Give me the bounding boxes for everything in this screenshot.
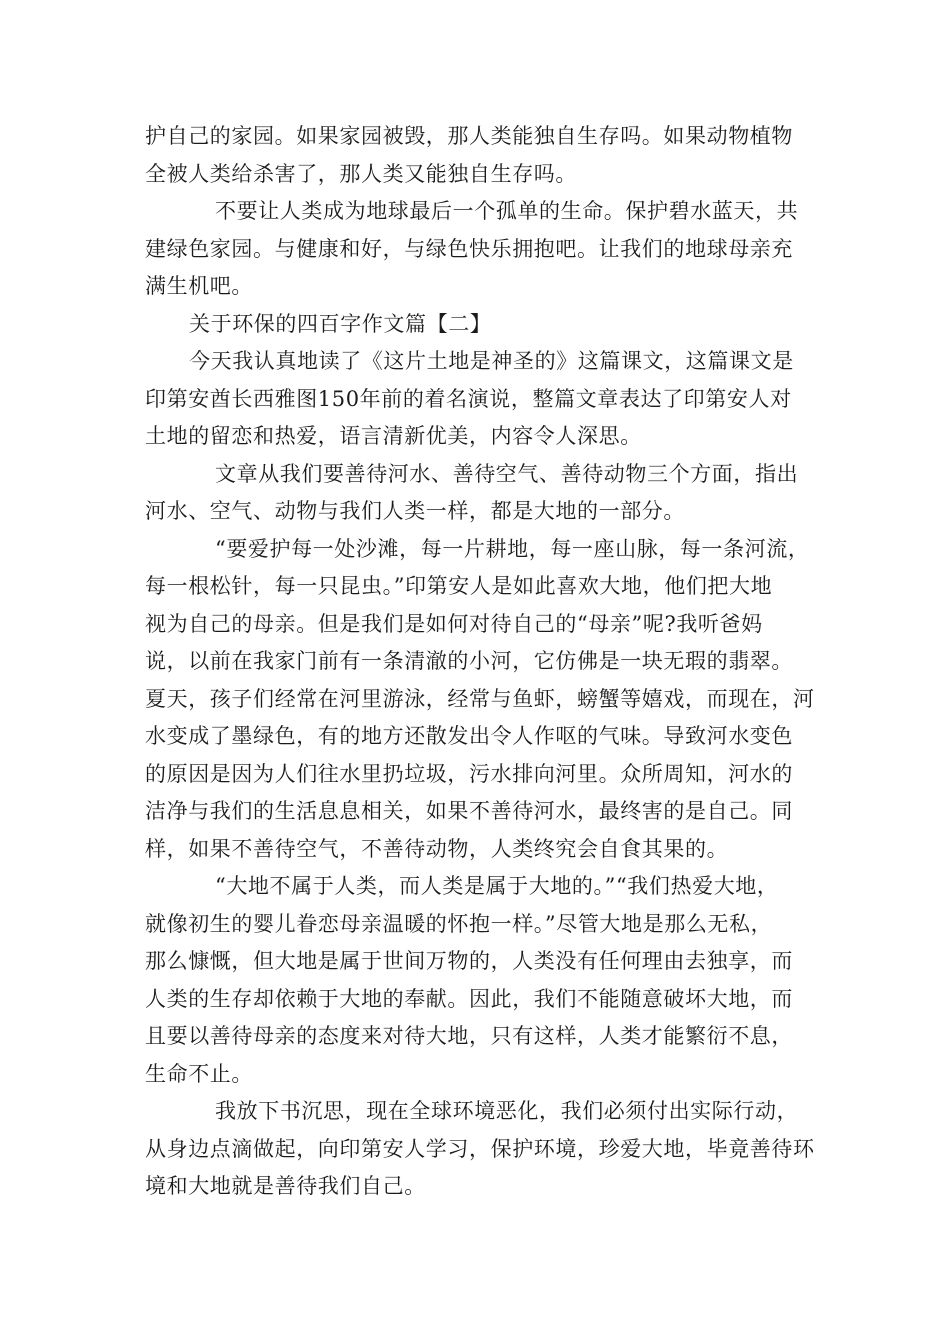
paragraph-start-line: 我放下书沉思，现在全球环境恶化，我们必须付出实际行动，: [215, 1099, 799, 1123]
text-line: 水变成了墨绿色，有的地方还散发出令人作呕的气味。导致河水变色: [145, 724, 793, 748]
text-line: 就像初生的婴儿眷恋母亲温暖的怀抱一样。”尽管大地是那么无私，: [145, 911, 773, 936]
paragraph-start-line: 今天我认真地读了《这片土地是神圣的》这篇课文，这篇课文是: [189, 349, 794, 373]
text-line: 从身边点滴做起，向印第安人学习，保护环境，珍爱大地，毕竟善待环: [145, 1136, 815, 1161]
text-line: 河水、空气、动物与我们人类一样，都是大地的一部分。: [145, 499, 685, 523]
text-line: 生命不止。: [145, 1061, 253, 1086]
text-line: 夏天，孩子们经常在河里游泳，经常与鱼虾，螃蟹等嬉戏，而现在，河: [145, 686, 815, 711]
text-line: 说，以前在我家门前有一条清澈的小河，它仿佛是一块无瑕的翡翠。: [145, 649, 793, 673]
text-line: 视为自己的母亲。但是我们是如何对待自己的“母亲”呢?我听爸妈: [145, 611, 763, 636]
text-line: 那么慷慨，但大地是属于世间万物的，人类没有任何理由去独享，而: [145, 949, 793, 973]
text-line: 样，如果不善待空气，不善待动物，人类终究会自食其果的。: [145, 836, 729, 861]
text-line: 每一根松针，每一只昆虫。”印第安人是如此喜欢大地，他们把大地: [145, 574, 773, 598]
text-line: 建绿色家园。与健康和好，与绿色快乐拥抱吧。让我们的地球母亲充: [145, 236, 793, 261]
text-line: 满生机吧。: [145, 274, 253, 298]
text-line: 印第安酋长西雅图150年前的着名演说，整篇文章表达了印第安人对: [145, 386, 792, 411]
paragraph-start-line: 不要让人类成为地球最后一个孤单的生命。保护碧水蓝天，共: [215, 199, 799, 223]
text-line: 土地的留恋和热爱，语言清新优美，内容令人深思。: [145, 424, 642, 448]
paragraph-start-line: “大地不属于人类，而人类是属于大地的。”“我们热爱大地，: [215, 874, 779, 898]
text-line: 全被人类给杀害了，那人类又能独自生存吗。: [145, 161, 577, 186]
paragraph-start-line: “要爱护每一处沙滩，每一片耕地，每一座山脉，每一条河流，: [215, 536, 810, 561]
text-line: 人类的生存却依赖于大地的奉献。因此，我们不能随意破坏大地，而: [145, 986, 793, 1011]
text-line: 洁净与我们的生活息息相关，如果不善待河水，最终害的是自己。同: [145, 799, 793, 823]
text-line: 护自己的家园。如果家园被毁，那人类能独自生存吗。如果动物植物: [145, 124, 793, 148]
paragraph-start-line: 文章从我们要善待河水、善待空气、善待动物三个方面，指出: [215, 461, 799, 486]
text-line: 且要以善待母亲的态度来对待大地，只有这样，人类才能繁衍不息，: [145, 1024, 793, 1048]
text-line: 的原因是因为人们往水里扔垃圾，污水排向河里。众所周知，河水的: [145, 761, 793, 786]
section-heading: 关于环保的四百字作文篇【二】: [189, 311, 492, 336]
text-line: 境和大地就是善待我们自己。: [145, 1174, 426, 1198]
document-body: [145, 118, 815, 1206]
